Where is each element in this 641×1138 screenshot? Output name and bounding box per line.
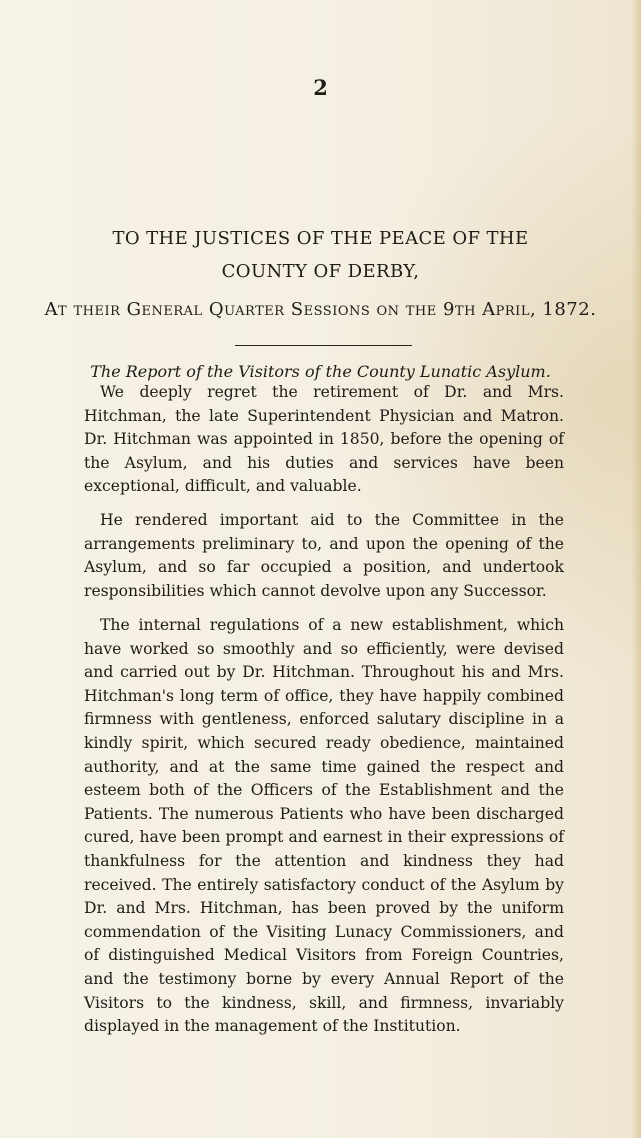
- session-date-line: At their General Quarter Sessions on the 9th April, 1872.: [44, 299, 597, 320]
- report-title: The Report of the Visitors of the County Lunatic Asylum.: [90, 362, 551, 381]
- horizontal-rule: [235, 345, 412, 346]
- paragraph-internal-regulations: The internal regulations of a new establishment, which have worked so smoothly and so efficiently, were devised and carried out by Dr. Hitchman. Throughout his and Mrs. Hitchman's long term of office, they have happily combined firmness with gentleness, enforced salutary discipline in a kindly spirit, which secured ready obedience, maintained authority, and at the same time gained the respect and esteem both of the Officers of the Establishment and the Patients. The numerous Patients who have been discharged cured, have been prompt and earnest in their expressions of thankfulness for the attention and kindness they had received. The entirely satisfactory conduct of the Asylum by Dr. and Mrs. Hitchman, has been proved by the uniform commendation of the Visiting Lunacy Commissioners, and of distinguished Medical Visitors from Foreign Countries, and the testimony borne by every Annual Report of the Visitors to the kindness, skill, and firmness, invariably displayed in the management of the Institution.: [84, 616, 564, 1036]
- page-number: 2: [313, 75, 328, 100]
- paragraph-retirement: We deeply regret the retirement of Dr. and Mrs. Hitchman, the late Superintendent Physician and Matron. Dr. Hitchman was appointed in 1850, before the opening of the Asylum, and his duties and services have been exceptional, difficult, and valuable.: [84, 383, 564, 496]
- address-heading-line-1: TO THE JUSTICES OF THE PEACE OF THE: [112, 228, 529, 249]
- paragraph-committee-aid: He rendered important aid to the Committee in the arrangements preliminary to, and upon the opening of the Asylum, and so far occupied a position, and undertook responsibilities which cannot devolve upon any Successor.: [84, 511, 564, 600]
- page-edge-shading: [631, 0, 641, 1138]
- address-heading-line-2: COUNTY OF DERBY,: [221, 261, 420, 282]
